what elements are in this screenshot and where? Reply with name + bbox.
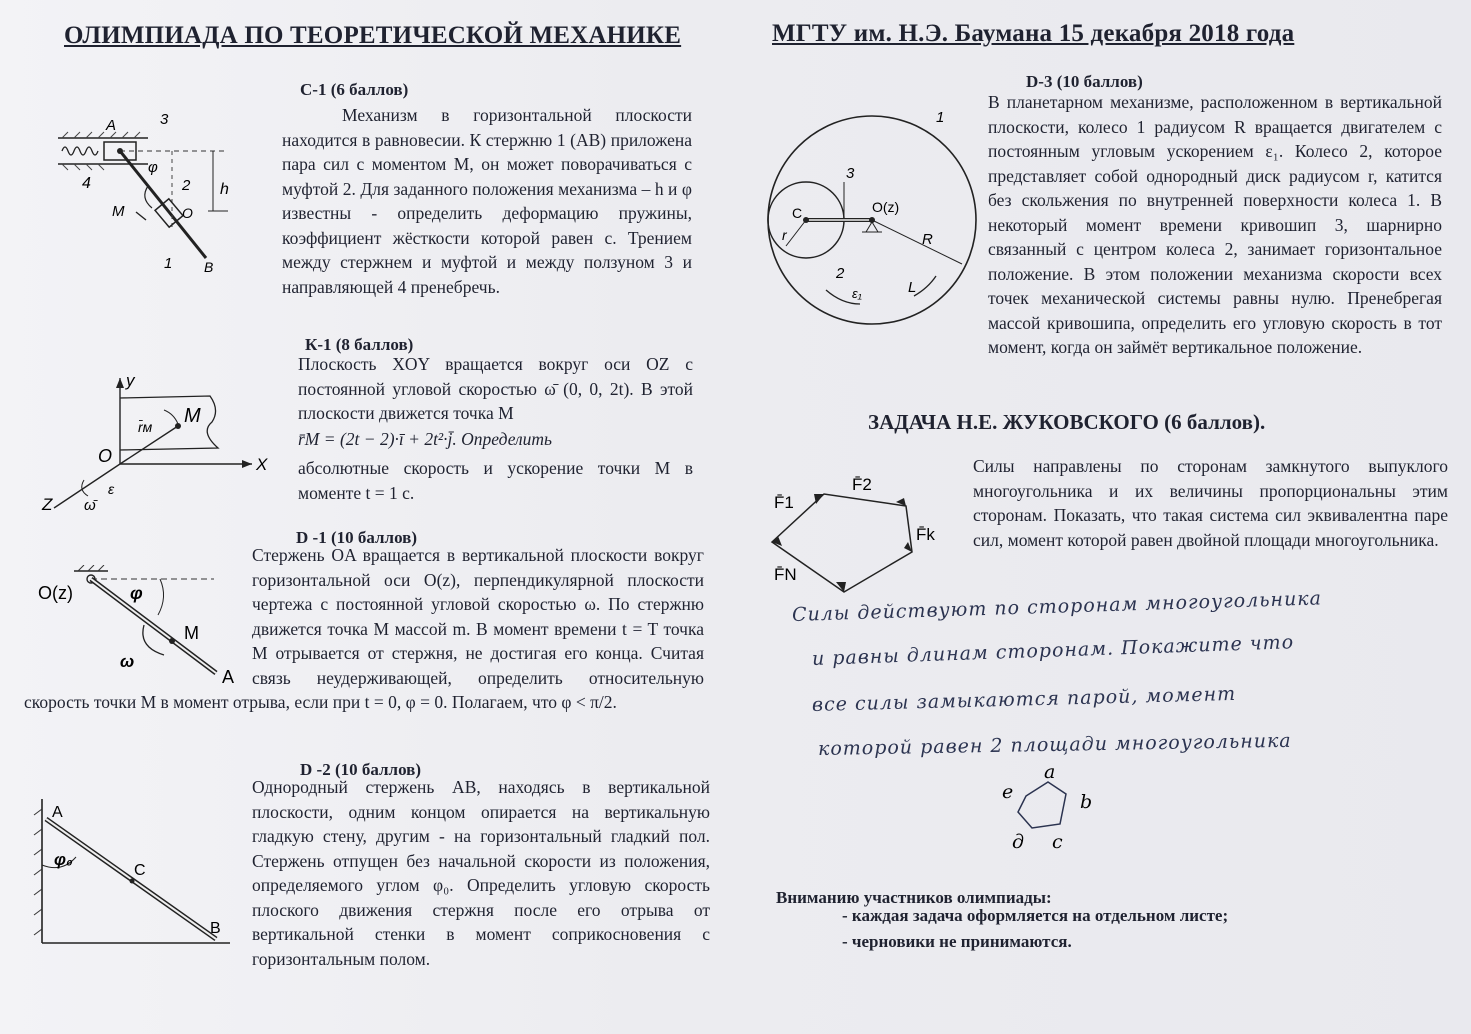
c1-figure — [48, 108, 278, 278]
d1-title: D -1 (10 баллов) — [296, 528, 417, 547]
d1-label-M: M — [184, 623, 199, 643]
zhukovsky-figure — [764, 462, 964, 602]
zhukovsky-title: ЗАДАЧА Н.Е. ЖУКОВСКОГО (6 баллов). — [868, 410, 1266, 434]
k1-label-Z: Z — [42, 495, 53, 514]
c1-label-h: h — [220, 181, 229, 198]
d3-label-r: r — [782, 227, 787, 243]
k1-label-eps: ε — [108, 481, 115, 497]
c1-label-4: 4 — [82, 175, 91, 192]
handwritten-line-3: все силы замыкаются парой, момент — [811, 682, 1237, 716]
c1-text: Механизм в горизонтальной плоскости находится в равновесии. К стержню 1 (AB) приложена пара сил с моментом M, он может поворачиваться с муфтой 2. Для заданного положения механизма – h и φ известны - определить деформацию пружины, коэффициент жёсткости которой равен c. Трением между стержнем и муфтой и между ползуном 3 и направляющей 4 пренебречь. — [282, 105, 692, 297]
d3-label-3: 3 — [846, 165, 855, 182]
notice-title: Вниманию участников олимпиады: — [776, 888, 1052, 907]
notice-item-1: - каждая задача оформляется на отдельном листе; — [842, 906, 1229, 925]
d3-label-C: C — [792, 205, 803, 221]
zhukovsky-text: Силы направлены по сторонам замкнутого выпуклого многоугольника и их величины пропорциональны этим сторонам. Показать, что такая система сил эквивалентна паре сил, момент которой равен двойной площади многоугольника. — [973, 456, 1448, 550]
handwritten-line-1: Силы действуют по сторонам многоугольника — [791, 587, 1323, 626]
zhukovsky-label-FN: F̄N — [774, 565, 797, 584]
d2-label-B: B — [210, 920, 221, 937]
k1-label-omega: ω̄ — [84, 497, 96, 514]
k1-figure — [40, 370, 280, 520]
d3-label-O: O(z) — [872, 199, 900, 215]
d1-text-body: Стержень OA вращается в вертикальной плоскости вокруг горизонтальной оси O(z), перпендикулярной плоскости чертежа с постоянной угловой скоростью ω. По стержню движется точка M массой m. В момент времени t = T точка M отрывается от стержня, не достигая его конца. Считая связь неудерживающей, определить относительную скорость точки M в момент отрыва, если при t = 0, φ = 0. Полагаем, что φ < π/2. — [24, 545, 704, 712]
d3-text-body: В планетарном механизме, расположенном в вертикальной плоскости, колесо 1 радиусом R вращается двигателем с постоянным угловым ускорением ε₁. Колесо 2, которое представляет собой однородный диск радиусом r, катится без скольжения по внутренней поверхности колеса 1. В некоторый момент времени кривошип 3, шарнирно связанный с центром колеса 2, занимает горизонтальное положение. В этом положении механизма скорости всех точек механической системы равны нулю. Пренебрегая массой кривошипа, определить его угловую скорость в тот момент, когда он займёт вертикальное положение. — [988, 92, 1442, 357]
k1-text-2: абсолютные скорость и ускорение точки M в моменте t = 1 c. — [298, 458, 693, 503]
k1-title: К-1 (8 баллов) — [305, 335, 414, 354]
d2-figure — [30, 795, 250, 955]
d1-figure — [34, 565, 254, 695]
sketch-label-b: b — [1080, 791, 1094, 813]
d1-label-phi: φ — [130, 583, 143, 603]
handwritten-line-4: которой равен 2 площади многоугольника — [817, 729, 1292, 760]
k1-label-y: y — [126, 371, 135, 390]
sketch-label-c: c — [1052, 831, 1064, 853]
k1-label-X: X — [256, 455, 268, 474]
d3-label-R: R — [922, 231, 933, 248]
d2-title: D -2 (10 баллов) — [300, 760, 421, 779]
notice-item-2: - черновики не принимаются. — [842, 932, 1072, 951]
k1-label-rm: r̄м — [138, 419, 153, 435]
c1-title: С-1 (6 баллов) — [300, 80, 409, 99]
d3-label-eps: ε₁ — [852, 286, 862, 301]
handwritten-sketch — [996, 768, 1106, 858]
zhukovsky-label-Fk: F̄k — [916, 525, 935, 544]
d3-figure — [764, 100, 984, 330]
c1-label-B: B — [204, 259, 214, 275]
d3-label-L: L — [908, 279, 917, 296]
d3-label-1: 1 — [936, 109, 945, 126]
c1-label-O: O — [182, 205, 193, 221]
c1-label-2: 2 — [182, 177, 191, 194]
k1-formula: r̄M = (2t − 2)·ī + 2t²·j̄. Определить — [298, 429, 553, 449]
d2-label-A: A — [52, 804, 63, 821]
sketch-label-a: a — [1044, 768, 1057, 783]
sketch-label-d: д — [1012, 831, 1026, 853]
k1-label-O: O — [98, 446, 113, 466]
k1-label-M: M — [184, 405, 201, 427]
sketch-label-e: е — [1002, 781, 1015, 803]
d2-text-body: Однородный стержень AB, находясь в вертикальной плоскости, одним концом опирается на вертикальную гладкую стену, другим - на горизонтальный гладкий пол. Стержень отпущен без начальной скорости из положения, определяемого углом φ₀. Определить угловую скорость плоского движения стержня после его отрыва от вертикальной стенки в момент соприкосновения с горизонтальным полом. — [252, 777, 710, 969]
olympiad-title: ОЛИМПИАДА ПО ТЕОРЕТИЧЕСКОЙ МЕХАНИКЕ — [64, 22, 682, 49]
d2-label-phi0: φ₀ — [54, 850, 73, 869]
d1-label-omega: ω — [120, 652, 135, 671]
zhukovsky-label-F1: F̄1 — [774, 493, 794, 512]
handwritten-line-2: и равны длинам сторонам. Покажите что — [811, 631, 1295, 670]
c1-label-3: 3 — [160, 111, 169, 128]
c1-label-phi: φ — [148, 159, 158, 176]
d3-title: D-3 (10 баллов) — [1026, 72, 1143, 91]
d1-label-A: A — [222, 667, 235, 687]
c1-label-A: A — [106, 117, 117, 134]
university-date: МГТУ им. Н.Э. Баумана 15 декабря 2018 года — [772, 20, 1295, 47]
d3-label-2: 2 — [836, 265, 845, 282]
c1-label-1: 1 — [164, 255, 173, 272]
k1-text: Плоскость XOY вращается вокруг оси OZ с постоянной угловой скоростью ω̄ (0, 0, 2t). В этой плоскости движется точка M — [298, 354, 693, 423]
c1-label-M: M — [112, 203, 125, 220]
d2-label-C: C — [134, 862, 146, 879]
d1-label-O: O(z) — [38, 583, 73, 603]
zhukovsky-label-F2: F̄2 — [852, 475, 872, 494]
